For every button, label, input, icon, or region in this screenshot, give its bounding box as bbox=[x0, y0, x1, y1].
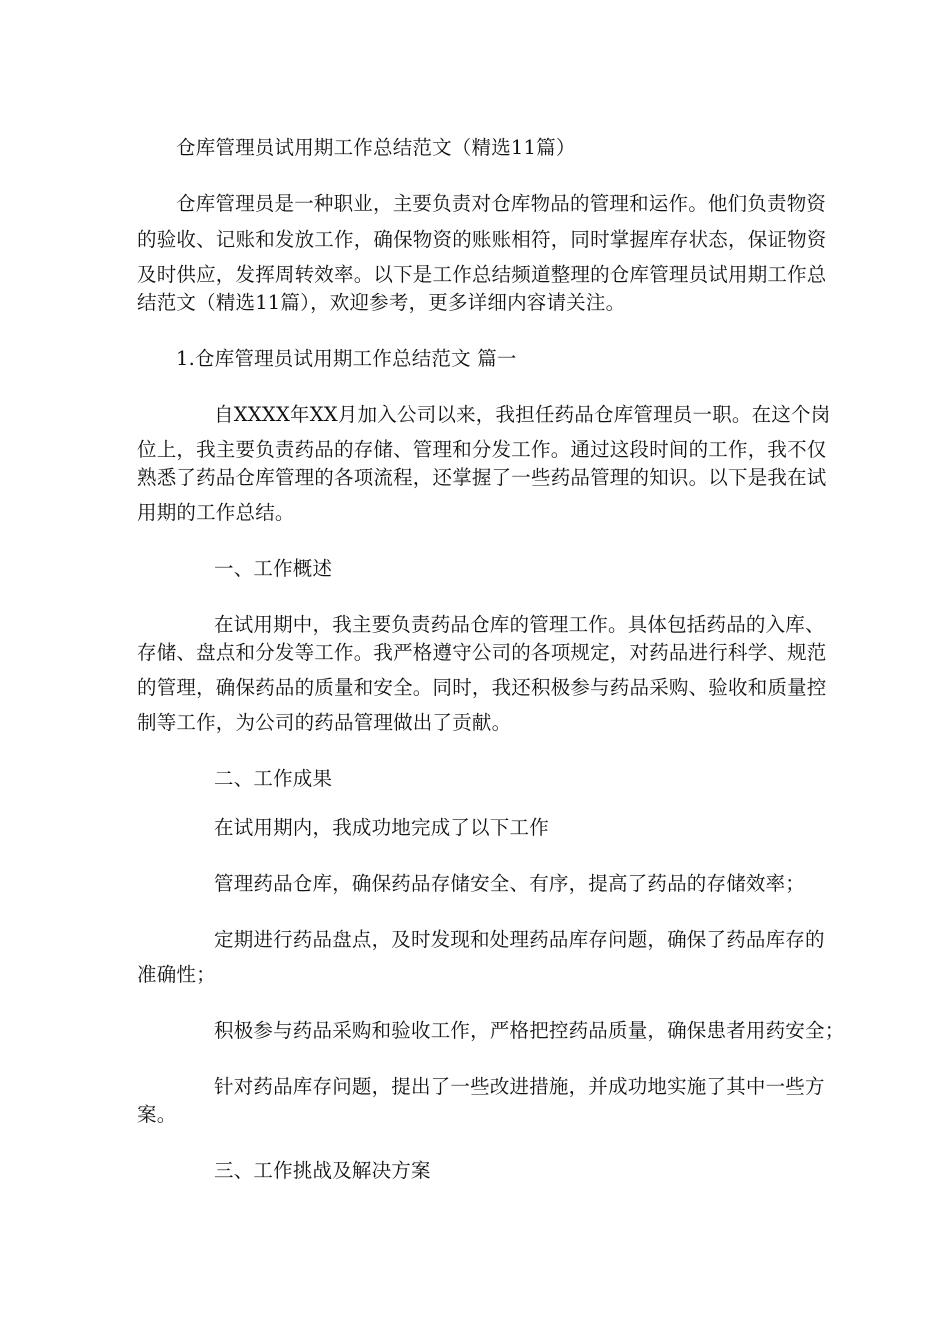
section-3-heading: 三、工作挑战及解决方案 bbox=[214, 1159, 431, 1182]
section-2-lead: 在试用期内，我成功地完成了以下工作 bbox=[214, 816, 549, 839]
achievement-3: 积极参与药品采购和验收工作，严格把控药品质量，确保患者用药安全； bbox=[214, 1019, 845, 1042]
intro-line-4: 结范文（精选11篇），欢迎参考，更多详细内容请关注。 bbox=[137, 291, 626, 314]
intro-line-2: 的验收、记账和发放工作，确保物资的账账相符，同时掌握库存状态，保证物资 bbox=[137, 228, 827, 251]
section-2-heading: 二、工作成果 bbox=[214, 767, 333, 790]
section-1-line-2: 存储、盘点和分发等工作。我严格遵守公司的各项规定，对药品进行科学、规范 bbox=[137, 641, 827, 664]
achievement-1: 管理药品仓库，确保药品存储安全、有序，提高了药品的存储效率； bbox=[214, 872, 806, 895]
paragraph-1-line-3: 熟悉了药品仓库管理的各项流程，还掌握了一些药品管理的知识。以下是我在试 bbox=[137, 466, 827, 489]
paragraph-1-line-4: 用期的工作总结。 bbox=[137, 501, 295, 524]
achievement-2-line-1: 定期进行药品盘点，及时发现和处理药品库存问题，确保了药品库存的 bbox=[214, 928, 825, 951]
paragraph-1-line-1: 自XXXX年XX月加入公司以来，我担任药品仓库管理员一职。在这个岗 bbox=[214, 403, 831, 426]
paragraph-1-line-2: 位上，我主要负责药品的存储、管理和分发工作。通过这段时间的工作，我不仅 bbox=[137, 438, 827, 461]
section-1-line-4: 制等工作，为公司的药品管理做出了贡献。 bbox=[137, 711, 512, 734]
article-heading: 1.仓库管理员试用期工作总结范文 篇一 bbox=[176, 347, 517, 370]
achievement-4-line-1: 针对药品库存问题，提出了一些改进措施，并成功地实施了其中一些方 bbox=[214, 1075, 825, 1098]
achievement-4-line-2: 案。 bbox=[137, 1103, 177, 1126]
intro-line-1: 仓库管理员是一种职业，主要负责对仓库物品的管理和运作。他们负责物资 bbox=[176, 192, 827, 215]
intro-line-3: 及时供应，发挥周转效率。以下是工作总结频道整理的仓库管理员试用期工作总 bbox=[137, 263, 827, 286]
achievement-2-line-2: 准确性； bbox=[137, 963, 216, 986]
section-1-heading: 一、工作概述 bbox=[214, 557, 333, 580]
section-1-line-1: 在试用期中，我主要负责药品仓库的管理工作。具体包括药品的入库、 bbox=[214, 613, 825, 636]
section-1-line-3: 的管理，确保药品的质量和安全。同时，我还积极参与药品采购、验收和质量控 bbox=[137, 676, 827, 699]
document-title: 仓库管理员试用期工作总结范文（精选11篇） bbox=[176, 136, 576, 159]
